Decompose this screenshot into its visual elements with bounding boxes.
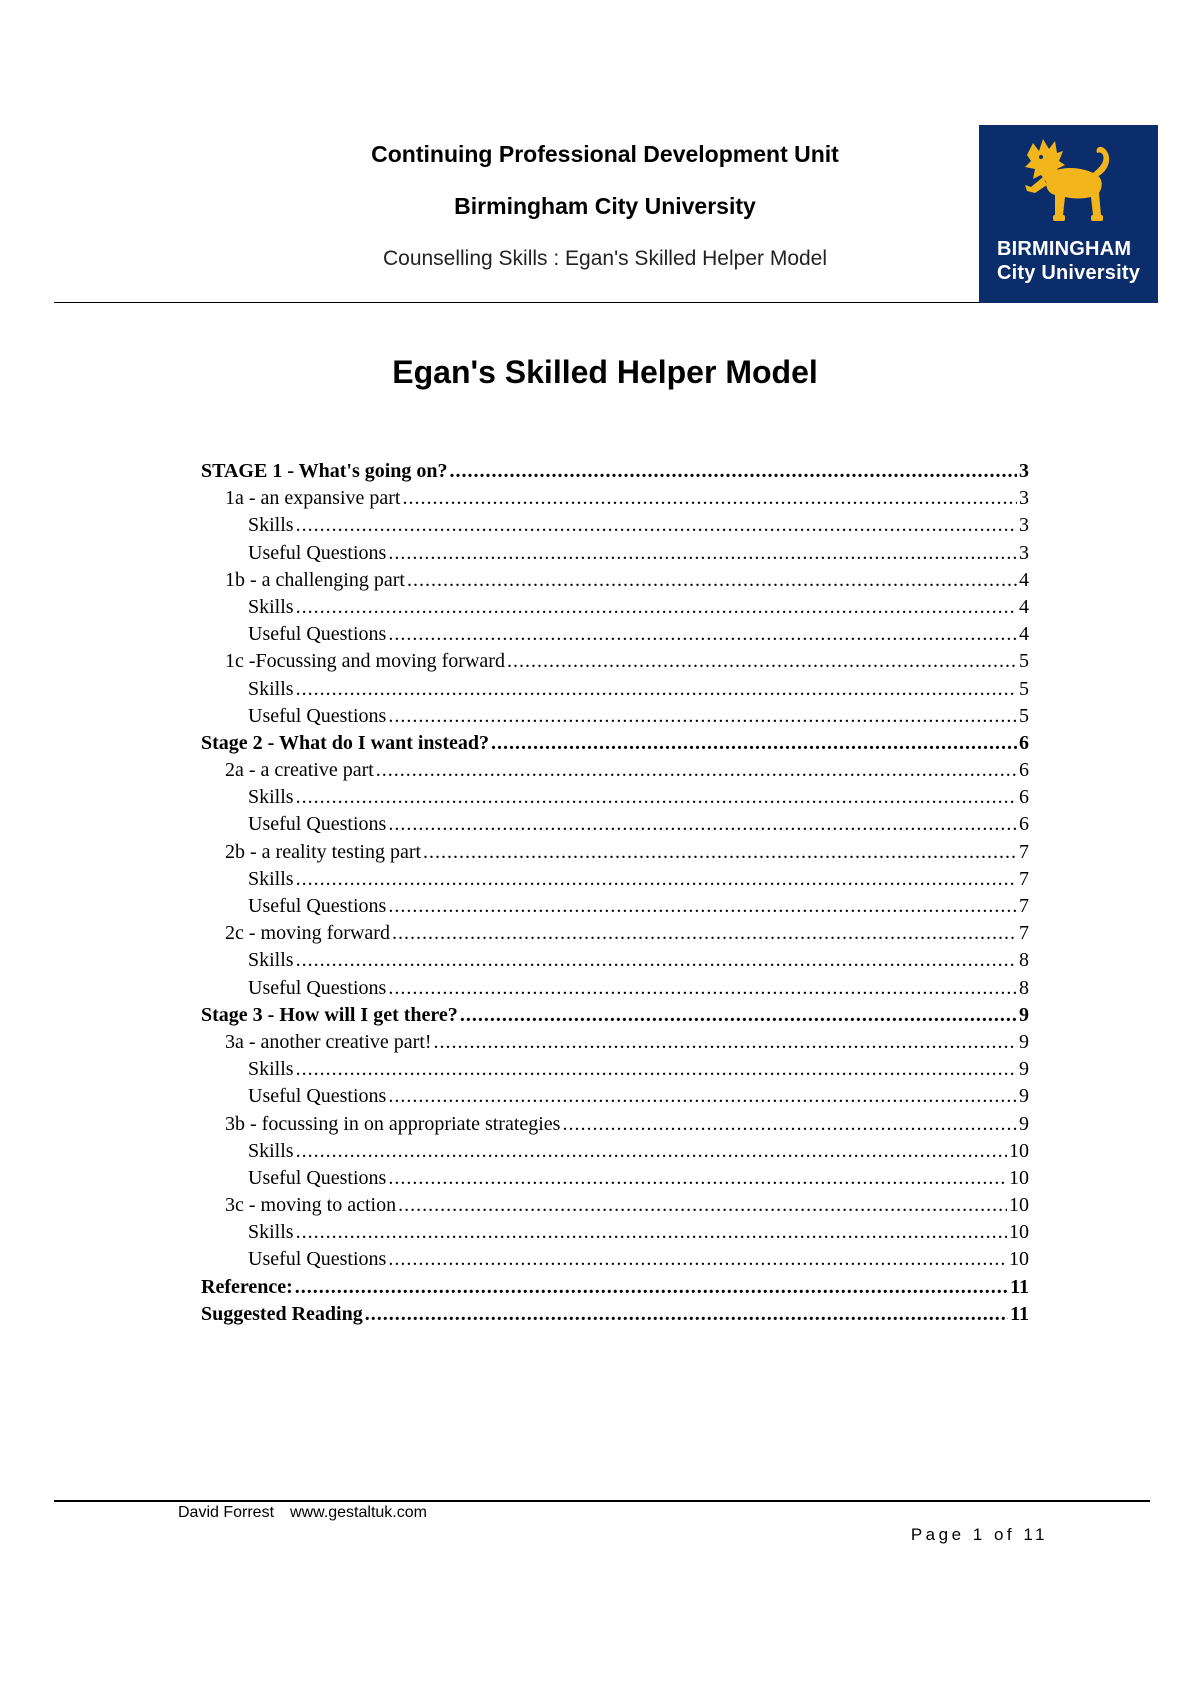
toc-dot-leader [388, 621, 1017, 648]
toc-entry-label: Useful Questions [248, 895, 387, 917]
toc-dot-leader [388, 811, 1017, 838]
toc-entry-page: 10 [1009, 1139, 1029, 1162]
toc-dot-leader [450, 458, 1017, 485]
toc-entry-label: Useful Questions [248, 704, 387, 727]
toc-entry-label: Skills [248, 867, 294, 890]
toc-entry[interactable] [201, 811, 1029, 838]
toc-entry[interactable] [201, 1219, 1029, 1246]
toc-entry-label: Skills [248, 514, 294, 537]
toc-dot-leader [423, 839, 1017, 866]
toc-entry-label: Skills [248, 1058, 294, 1081]
toc-entry-label: Useful Questions [248, 813, 387, 836]
toc-dot-leader [434, 1029, 1017, 1056]
toc-entry[interactable] [201, 1301, 1029, 1328]
toc-entry[interactable] [201, 1192, 1029, 1219]
toc-dot-leader [388, 893, 1017, 920]
toc-dot-leader [365, 1301, 1008, 1328]
document-title: Egan's Skilled Helper Model [392, 354, 818, 390]
toc-entry-label: Skills [248, 595, 294, 618]
toc-entry[interactable] [201, 866, 1029, 893]
header-course-title: Counselling Skills : Egan's Skilled Helper Model [382, 247, 828, 270]
toc-entry-label: 3b - focussing in on appropriate strategies [225, 1112, 561, 1135]
toc-entry-page: 11 [1010, 1302, 1029, 1325]
toc-entry-page: 6 [1019, 731, 1029, 754]
toc-dot-leader [388, 540, 1017, 567]
toc-entry-page: 8 [1019, 949, 1029, 972]
toc-entry-label: Stage 2 - What do I want instead? [201, 731, 489, 754]
header-unit-name: Continuing Professional Development Unit [371, 141, 839, 167]
logo-line2: City University [997, 262, 1141, 284]
toc-entry[interactable] [201, 1138, 1029, 1165]
toc-dot-leader [295, 1274, 1008, 1301]
toc-dot-leader [491, 730, 1017, 757]
toc-entry-page: 4 [1019, 595, 1029, 618]
toc-entry[interactable] [201, 975, 1029, 1002]
toc-entry[interactable] [201, 485, 1029, 512]
toc-entry[interactable] [201, 648, 1029, 675]
toc-entry-page: 4 [1019, 568, 1029, 591]
toc-dot-leader [376, 757, 1017, 784]
toc-entry[interactable] [201, 1083, 1029, 1110]
toc-entry-page: 7 [1019, 867, 1029, 890]
toc-entry[interactable] [201, 540, 1029, 567]
toc-entry-page: 9 [1019, 1030, 1029, 1053]
toc-dot-leader [407, 567, 1017, 594]
toc-dot-leader [296, 1138, 1007, 1165]
toc-entry[interactable] [201, 947, 1029, 974]
toc-entry-label: 3c - moving to action [225, 1194, 397, 1217]
toc-entry[interactable] [201, 1111, 1029, 1138]
toc-entry-page: 10 [1009, 1166, 1029, 1189]
toc-dot-leader [562, 1111, 1017, 1138]
toc-entry-page: 3 [1019, 487, 1029, 510]
toc-entry-page: 9 [1019, 1085, 1029, 1108]
footer-website-link[interactable]: www.gestaltuk.com [290, 1504, 427, 1521]
toc-entry-label: 1b - a challenging part [225, 568, 405, 591]
toc-entry-page: 5 [1019, 677, 1029, 700]
toc-entry[interactable] [201, 1002, 1029, 1029]
toc-entry[interactable] [201, 839, 1029, 866]
toc-dot-leader [398, 1192, 1007, 1219]
toc-dot-leader [388, 1165, 1007, 1192]
toc-dot-leader [388, 703, 1017, 730]
toc-entry-label: Useful Questions [248, 541, 387, 564]
toc-entry-label: Useful Questions [248, 623, 387, 646]
toc-entry-page: 8 [1019, 976, 1029, 999]
footer-divider [54, 1500, 1150, 1502]
toc-dot-leader [388, 1083, 1017, 1110]
toc-entry[interactable] [201, 703, 1029, 730]
toc-entry-page: 9 [1019, 1003, 1029, 1026]
toc-entry-label: Useful Questions [248, 1085, 387, 1108]
toc-entry-page: 11 [1010, 1275, 1029, 1298]
toc-entry[interactable] [201, 621, 1029, 648]
toc-entry-label: 1a - an expansive part [225, 487, 401, 510]
toc-entry-page: 9 [1019, 1058, 1029, 1081]
toc-dot-leader [296, 676, 1017, 703]
toc-dot-leader [296, 866, 1017, 893]
toc-entry-page: 5 [1019, 650, 1029, 673]
toc-entry[interactable] [201, 730, 1029, 757]
footer-author: David Forrest [178, 1504, 275, 1521]
toc-entry-page: 6 [1019, 759, 1029, 782]
toc-entry-page: 7 [1019, 895, 1029, 917]
toc-entry-label: Skills [248, 1139, 294, 1162]
toc-entry[interactable] [201, 676, 1029, 703]
toc-dot-leader [296, 512, 1017, 539]
toc-entry-page: 10 [1009, 1248, 1029, 1271]
toc-entry-page: 3 [1019, 460, 1029, 482]
toc-entry[interactable] [201, 512, 1029, 539]
toc-entry[interactable] [201, 1056, 1029, 1083]
toc-entry[interactable] [201, 458, 1029, 485]
page-number: Page 1 of 11 [910, 1525, 1048, 1544]
toc-dot-leader [507, 648, 1017, 675]
header-divider [54, 302, 980, 303]
table-of-contents [201, 458, 1029, 1328]
toc-dot-leader [388, 1246, 1007, 1273]
toc-dot-leader [402, 485, 1017, 512]
toc-entry[interactable] [201, 567, 1029, 594]
toc-entry-page: 7 [1019, 922, 1029, 945]
toc-dot-leader [296, 594, 1017, 621]
toc-entry-label: Skills [248, 786, 294, 809]
toc-entry[interactable] [201, 1246, 1029, 1273]
birmingham-city-university-logo [979, 125, 1158, 303]
toc-entry-label: Useful Questions [248, 976, 387, 999]
header-university-name: Birmingham City University [454, 193, 756, 219]
toc-entry[interactable] [201, 1274, 1029, 1301]
toc-entry-label: 2a - a creative part [225, 759, 374, 782]
toc-entry[interactable] [201, 594, 1029, 621]
footer-credits [178, 1503, 427, 1523]
toc-dot-leader [296, 1056, 1017, 1083]
toc-entry-label: Skills [248, 949, 294, 972]
toc-entry-label: 2b - a reality testing part [225, 840, 422, 863]
toc-entry[interactable] [201, 784, 1029, 811]
toc-entry-label: Useful Questions [248, 1248, 387, 1271]
toc-entry-label: 2c - moving forward [225, 922, 390, 945]
logo-line1: BIRMINGHAM [997, 238, 1132, 260]
logo-wordmark [997, 237, 1140, 285]
toc-entry-label: Stage 3 - How will I get there? [201, 1003, 458, 1026]
lion-icon [1017, 135, 1121, 231]
toc-entry[interactable] [201, 757, 1029, 784]
toc-entry[interactable] [201, 1029, 1029, 1056]
toc-entry[interactable] [201, 1165, 1029, 1192]
toc-entry-page: 3 [1019, 514, 1029, 537]
toc-entry[interactable] [201, 893, 1029, 920]
toc-dot-leader [296, 947, 1017, 974]
toc-entry-label: Skills [248, 1221, 294, 1244]
toc-entry-label: Skills [248, 677, 294, 700]
toc-entry-label: STAGE 1 - What's going on? [201, 460, 448, 482]
toc-dot-leader [392, 920, 1017, 947]
toc-entry-label: Useful Questions [248, 1166, 387, 1189]
document-header [300, 140, 910, 272]
toc-entry-label: Suggested Reading [201, 1302, 363, 1325]
toc-dot-leader [388, 975, 1017, 1002]
toc-entry-page: 10 [1009, 1194, 1029, 1217]
toc-entry-label: 3a - another creative part! [225, 1030, 432, 1053]
toc-entry-page: 6 [1019, 786, 1029, 809]
toc-entry-page: 5 [1019, 704, 1029, 727]
toc-dot-leader [296, 1219, 1007, 1246]
toc-entry-page: 7 [1019, 840, 1029, 863]
toc-entry-label: 1c -Focussing and moving forward [225, 650, 505, 673]
toc-entry-page: 4 [1019, 623, 1029, 646]
toc-entry-label: Reference: [201, 1275, 293, 1298]
toc-entry[interactable] [201, 920, 1029, 947]
toc-entry-page: 10 [1009, 1221, 1029, 1244]
toc-dot-leader [296, 784, 1017, 811]
toc-entry-page: 6 [1019, 813, 1029, 836]
toc-entry-page: 3 [1019, 541, 1029, 564]
toc-dot-leader [460, 1002, 1017, 1029]
toc-entry-page: 9 [1019, 1112, 1029, 1135]
